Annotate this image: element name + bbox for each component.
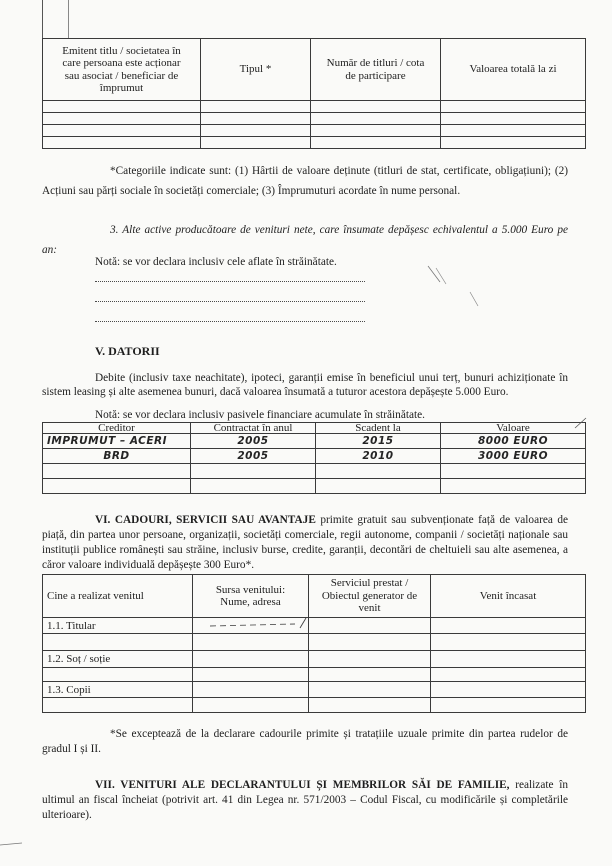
row-label-holder: 1.1. Titular	[43, 618, 193, 634]
header-line: Obiectul generator de	[321, 589, 418, 602]
table-row	[43, 682, 586, 698]
header-line: Valoarea totală la zi	[469, 63, 557, 76]
header-creditor: Creditor	[43, 423, 191, 434]
row-label-spouse: 1.2. Soț / soție	[43, 651, 193, 668]
gifts-description: primite gratuit sau subvenționate față de valoarea de piață, din partea unor persoane, organizații, societăți comerciale, regii autonome, companii / societăți naționale sau instituții publice românești sau străine, inclusiv burse, credite, garanții, decontări de cheltuieli sau alte asemenea, a căror valoare individuală depășește 300 Euro*.	[42, 514, 569, 571]
scan-mark	[470, 292, 478, 306]
header-issuer	[43, 39, 201, 101]
header-type	[201, 39, 311, 101]
table-row	[43, 137, 586, 149]
header-line: care persoana este acționar	[62, 57, 181, 69]
debts-heading: V. DATORII	[95, 344, 160, 358]
header-line: Sursa venitului:	[215, 583, 286, 596]
securities-table	[42, 38, 586, 149]
incomes-heading: VII. VENITURI ALE DECLARANTULUI ȘI MEMBRILOR SĂI DE FAMILIE,	[95, 779, 510, 791]
table-row	[43, 113, 586, 125]
header-line: sau asociat / beneficiar de	[64, 69, 179, 82]
creditor-cell: BRD	[43, 449, 191, 464]
scan-mark	[0, 843, 22, 845]
table-row	[43, 464, 586, 479]
table-row	[43, 668, 586, 682]
header-income-received	[431, 575, 586, 618]
header-line: Tipul *	[239, 63, 272, 76]
incomes-paragraph	[42, 778, 568, 823]
header-count	[311, 39, 441, 101]
securities-table-header	[43, 39, 586, 101]
table-row	[43, 125, 586, 137]
table-row	[43, 434, 586, 449]
gifts-paragraph	[42, 513, 568, 573]
table-row	[43, 618, 586, 634]
header-line: venit	[358, 602, 381, 615]
dotted-line	[95, 281, 365, 282]
header-line: Venit încasat	[479, 589, 537, 602]
debts-table-header	[43, 423, 586, 434]
dotted-line	[95, 321, 365, 322]
header-income-source	[193, 575, 309, 618]
header-line: Număr de titluri / cota	[326, 57, 425, 69]
previous-table-border-left	[42, 0, 43, 38]
gifts-table-header	[43, 575, 586, 618]
header-line: de participare	[345, 69, 406, 82]
header-line: Serviciul prestat /	[330, 577, 409, 590]
table-row	[43, 698, 586, 713]
gifts-footnote: *Se exceptează de la declarare cadourile primite și tratațiile uzuale primite din partea rudelor de gradul I și II.	[42, 728, 568, 755]
scan-mark	[436, 268, 446, 284]
dotted-line	[95, 301, 365, 302]
scan-mark	[428, 266, 440, 282]
other-assets-note: Notă: se vor declara inclusiv cele aflate în străinătate.	[95, 256, 337, 268]
header-line: Emitent titlu / societatea în	[62, 44, 181, 57]
table-row	[43, 479, 586, 494]
debts-note: Notă: se vor declara inclusiv pasivele financiare acumulate în străinătate.	[95, 409, 425, 421]
header-line: împrumut	[99, 82, 144, 94]
header-service-provided	[309, 575, 431, 618]
due-date-cell: 2010	[316, 449, 441, 464]
gifts-heading: VI. CADOURI, SERVICII SAU AVANTAJE	[95, 514, 316, 526]
previous-table-border-inner	[68, 0, 69, 38]
header-contracted-year: Contractat în anul	[191, 423, 316, 434]
due-date-cell: 2015	[316, 434, 441, 449]
table-row	[43, 449, 586, 464]
header-value: Valoare	[441, 423, 586, 434]
row-label-children: 1.3. Copii	[43, 682, 193, 698]
incomes-description: realizate în ultimul an fiscal încheiat (potrivit art. 41 din Legea nr. 571/2003 – Codul Fiscal, cu modificările și completările ulterioare).	[42, 779, 568, 821]
creditor-cell: IMPRUMUT – ACERI	[43, 434, 191, 449]
table-row	[43, 651, 586, 668]
table-row	[43, 101, 586, 113]
contracted-year-cell: 2005	[191, 434, 316, 449]
header-due-date: Scadent la	[316, 423, 441, 434]
value-cell: 3000 EURO	[441, 449, 586, 464]
header-line: Nume, adresa	[220, 596, 281, 608]
gifts-table	[42, 574, 586, 713]
table-row	[43, 634, 586, 651]
header-who-earned	[43, 575, 193, 618]
categories-note: *Categoriile indicate sunt: (1) Hârtii de valoare deținute (titluri de stat, certificate, obligațiuni); (2) Acțiuni sau părți sociale în societăți comerciale; (3) Împrumuturi acordate în nume personal.	[42, 165, 568, 197]
debts-description: Debite (inclusiv taxe neachitate), ipoteci, garanții emise în beneficiul unui terț, bunuri achiziționate în sistem leasing și alte asemenea bunuri, dacă valoarea însumată a tuturor acestora depășește 5.000 Euro.	[42, 372, 568, 398]
header-line: Cine a realizat venitul	[47, 589, 144, 602]
other-assets-heading: 3. Alte active producătoare de venituri nete, care însumate depășesc echivalentul a 5.000 Euro pe an:	[42, 224, 568, 256]
value-cell: 8000 EURO	[441, 434, 586, 449]
debts-table	[42, 422, 586, 494]
header-total-value	[441, 39, 586, 101]
contracted-year-cell: 2005	[191, 449, 316, 464]
